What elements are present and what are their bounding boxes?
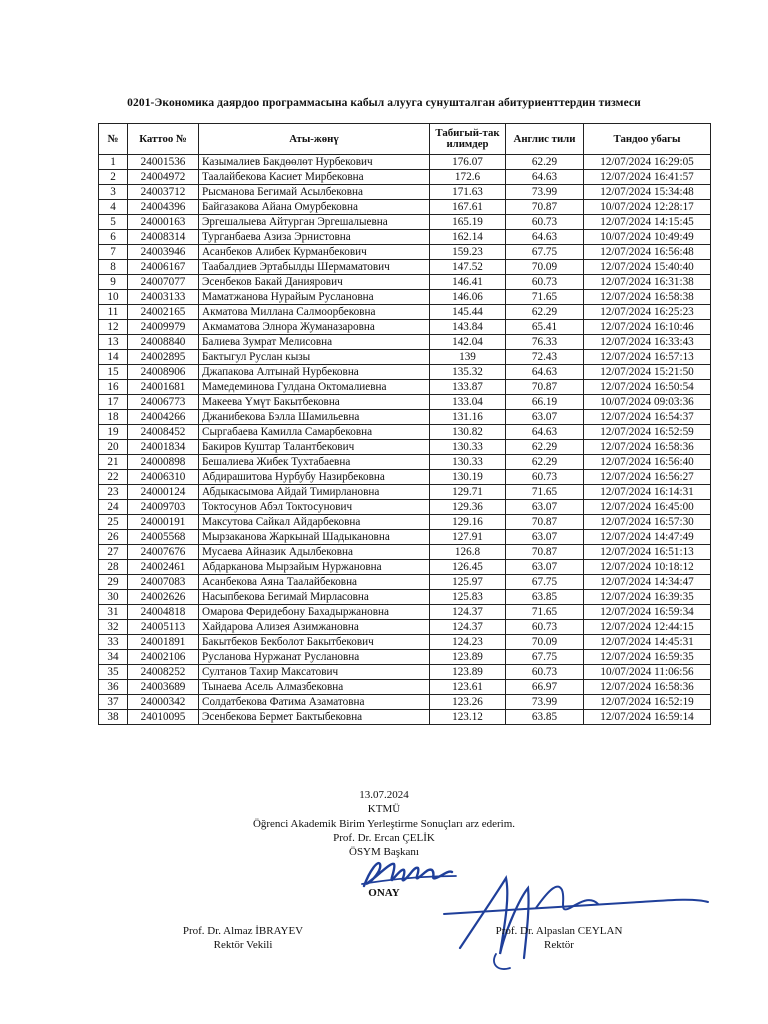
table-row [99,665,711,680]
approve-label: ONAY [368,887,400,899]
cell-number: 13 [99,335,128,350]
cell-english-score: 60.73 [506,470,584,485]
cell-science-score: 126.8 [430,545,506,560]
cell-science-score: 143.84 [430,320,506,335]
cell-full-name: Эсенбекова Бермет Бактыбековна [199,710,430,725]
cell-science-score: 130.33 [430,455,506,470]
table-header-row [99,124,711,155]
cell-selection-time: 12/07/2024 16:59:34 [584,605,711,620]
cell-science-score: 129.16 [430,515,506,530]
cell-english-score: 60.73 [506,665,584,680]
cell-full-name: Мырзаканова Жаркынай Шадыкановна [199,530,430,545]
table-row [99,485,711,500]
table-row [99,590,711,605]
cell-full-name: Асанбекова Аяна Таалайбековна [199,575,430,590]
cell-science-score: 146.06 [430,290,506,305]
cell-selection-time: 12/07/2024 12:44:15 [584,620,711,635]
cell-registration-number: 24005568 [128,530,199,545]
document-title: 0201-Экономика даярдоо программасына кабыл алууга сунушталган абитуриенттердин тизмеси [127,97,641,109]
cell-full-name: Макеева Үмүт Бакытбековна [199,395,430,410]
cell-english-score: 67.75 [506,245,584,260]
cell-science-score: 171.63 [430,185,506,200]
table-row [99,605,711,620]
cell-english-score: 73.99 [506,695,584,710]
cell-registration-number: 24001891 [128,635,199,650]
cell-english-score: 63.85 [506,710,584,725]
cell-english-score: 71.65 [506,485,584,500]
cell-full-name: Эсенбеков Бакай Даниярович [199,275,430,290]
table-row [99,545,711,560]
cell-selection-time: 12/07/2024 16:39:35 [584,590,711,605]
cell-selection-time: 12/07/2024 14:45:31 [584,635,711,650]
cell-english-score: 60.73 [506,215,584,230]
cell-science-score: 145.44 [430,305,506,320]
header-registration-number: Каттоо № [128,124,199,155]
cell-full-name: Эргешалыева Айтурган Эргешалыевна [199,215,430,230]
cell-selection-time: 12/07/2024 16:56:40 [584,455,711,470]
table-row [99,230,711,245]
cell-number: 32 [99,620,128,635]
cell-number: 22 [99,470,128,485]
table-row [99,425,711,440]
cell-selection-time: 12/07/2024 16:52:19 [584,695,711,710]
cell-science-score: 131.16 [430,410,506,425]
cell-selection-time: 12/07/2024 16:59:35 [584,650,711,665]
cell-registration-number: 24006310 [128,470,199,485]
cell-english-score: 63.07 [506,500,584,515]
cell-full-name: Абдыкасымова Айдай Тимирлановна [199,485,430,500]
cell-registration-number: 24000342 [128,695,199,710]
table-row [99,470,711,485]
cell-registration-number: 24004396 [128,200,199,215]
cell-registration-number: 24004818 [128,605,199,620]
cell-full-name: Казымалиев Бакдөөлөт Нурбекович [199,155,430,170]
cell-science-score: 139 [430,350,506,365]
cell-number: 23 [99,485,128,500]
cell-english-score: 64.63 [506,425,584,440]
cell-selection-time: 12/07/2024 14:47:49 [584,530,711,545]
cell-registration-number: 24001536 [128,155,199,170]
cell-selection-time: 10/07/2024 09:03:36 [584,395,711,410]
table-row [99,380,711,395]
cell-english-score: 65.41 [506,320,584,335]
cell-english-score: 63.07 [506,560,584,575]
cell-registration-number: 24007077 [128,275,199,290]
cell-number: 19 [99,425,128,440]
cell-full-name: Султанов Тахир Максатович [199,665,430,680]
cell-number: 33 [99,635,128,650]
cell-full-name: Солдатбекова Фатима Азаматовна [199,695,430,710]
cell-number: 14 [99,350,128,365]
cell-full-name: Мусаева Айназик Адылбековна [199,545,430,560]
cell-selection-time: 12/07/2024 16:50:54 [584,380,711,395]
cell-full-name: Мамедеминова Гулдана Октомалиевна [199,380,430,395]
cell-number: 26 [99,530,128,545]
cell-registration-number: 24002106 [128,650,199,665]
header-english-score: Англис тили [506,124,584,155]
table-row [99,185,711,200]
footer-date: 13.07.2024 [359,789,409,801]
cell-english-score: 60.73 [506,275,584,290]
cell-english-score: 62.29 [506,155,584,170]
cell-full-name: Абдирашитова Нурбубу Назирбековна [199,470,430,485]
cell-english-score: 70.09 [506,635,584,650]
cell-science-score: 159.23 [430,245,506,260]
cell-full-name: Бешалиева Жибек Тухтабаевна [199,455,430,470]
cell-registration-number: 24009703 [128,500,199,515]
cell-full-name: Насыпбекова Бегимай Мирласовна [199,590,430,605]
table-row [99,395,711,410]
cell-number: 5 [99,215,128,230]
cell-number: 6 [99,230,128,245]
cell-selection-time: 12/07/2024 15:40:40 [584,260,711,275]
cell-english-score: 62.29 [506,440,584,455]
cell-registration-number: 24004266 [128,410,199,425]
cell-full-name: Тынаева Асель Алмазбековна [199,680,430,695]
cell-selection-time: 12/07/2024 16:29:05 [584,155,711,170]
table-row [99,680,711,695]
cell-english-score: 71.65 [506,605,584,620]
cell-science-score: 162.14 [430,230,506,245]
table-row [99,635,711,650]
cell-full-name: Бакиров Куштар Талантбекович [199,440,430,455]
cell-english-score: 60.73 [506,620,584,635]
cell-science-score: 123.89 [430,650,506,665]
cell-full-name: Асанбеков Алибек Курманбекович [199,245,430,260]
cell-registration-number: 24002165 [128,305,199,320]
cell-science-score: 125.83 [430,590,506,605]
cell-number: 10 [99,290,128,305]
cell-registration-number: 24003946 [128,245,199,260]
cell-selection-time: 12/07/2024 16:45:00 [584,500,711,515]
cell-science-score: 123.61 [430,680,506,695]
cell-english-score: 70.87 [506,515,584,530]
cell-registration-number: 24003133 [128,290,199,305]
cell-english-score: 70.87 [506,200,584,215]
cell-number: 28 [99,560,128,575]
cell-science-score: 130.19 [430,470,506,485]
cell-number: 25 [99,515,128,530]
cell-science-score: 123.89 [430,665,506,680]
cell-selection-time: 12/07/2024 16:25:23 [584,305,711,320]
cell-registration-number: 24006773 [128,395,199,410]
cell-registration-number: 24006167 [128,260,199,275]
cell-full-name: Русланова Нуржанат Руслановна [199,650,430,665]
table-row [99,440,711,455]
cell-registration-number: 24002895 [128,350,199,365]
cell-selection-time: 12/07/2024 10:18:12 [584,560,711,575]
cell-science-score: 124.37 [430,620,506,635]
cell-number: 38 [99,710,128,725]
footer-signer-name: Prof. Dr. Ercan ÇELİK [333,832,435,844]
left-signatory [168,924,318,952]
left-signatory-name: Prof. Dr. Almaz İBRAYEV [182,925,304,937]
cell-registration-number: 24008314 [128,230,199,245]
table-row [99,260,711,275]
cell-registration-number: 24003712 [128,185,199,200]
cell-english-score: 70.87 [506,545,584,560]
cell-selection-time: 12/07/2024 16:58:36 [584,680,711,695]
cell-selection-time: 12/07/2024 16:58:38 [584,290,711,305]
cell-registration-number: 24008252 [128,665,199,680]
right-signatory [474,924,644,952]
cell-registration-number: 24000124 [128,485,199,500]
cell-science-score: 124.37 [430,605,506,620]
cell-full-name: Бакытбеков Бекболот Бакытбекович [199,635,430,650]
cell-selection-time: 12/07/2024 16:58:36 [584,440,711,455]
cell-full-name: Джанибекова Бэлла Шамильевна [199,410,430,425]
cell-selection-time: 12/07/2024 16:56:48 [584,245,711,260]
cell-full-name: Таабалдиев Эртабылды Шермаматович [199,260,430,275]
table-row [99,710,711,725]
table-row [99,320,711,335]
cell-science-score: 142.04 [430,335,506,350]
cell-number: 29 [99,575,128,590]
cell-number: 9 [99,275,128,290]
cell-registration-number: 24004972 [128,170,199,185]
cell-number: 24 [99,500,128,515]
cell-number: 30 [99,590,128,605]
cell-registration-number: 24000191 [128,515,199,530]
cell-science-score: 126.45 [430,560,506,575]
cell-full-name: Байгазакова Айана Омурбековна [199,200,430,215]
cell-english-score: 62.29 [506,305,584,320]
cell-full-name: Бактыгул Руслан кызы [199,350,430,365]
cell-full-name: Балиева Зумрат Мелисовна [199,335,430,350]
cell-english-score: 64.63 [506,170,584,185]
cell-english-score: 67.75 [506,575,584,590]
cell-number: 8 [99,260,128,275]
table-row [99,575,711,590]
footer-org: KTMÜ [367,803,401,815]
table-row [99,170,711,185]
cell-number: 12 [99,320,128,335]
cell-english-score: 72.43 [506,350,584,365]
cell-number: 37 [99,695,128,710]
cell-science-score: 165.19 [430,215,506,230]
cell-science-score: 129.71 [430,485,506,500]
right-signatory-title: Rektör [544,939,574,951]
table-row [99,695,711,710]
table-row [99,650,711,665]
cell-english-score: 63.07 [506,410,584,425]
cell-selection-time: 12/07/2024 16:57:13 [584,350,711,365]
table-row [99,500,711,515]
cell-registration-number: 24009979 [128,320,199,335]
cell-science-score: 167.61 [430,200,506,215]
header-selection-time: Тандоо убагы [584,124,711,155]
cell-selection-time: 12/07/2024 16:41:57 [584,170,711,185]
header-full-name: Аты-жөнү [199,124,430,155]
table-row [99,455,711,470]
table-row [99,530,711,545]
cell-number: 27 [99,545,128,560]
cell-selection-time: 12/07/2024 16:54:37 [584,410,711,425]
cell-english-score: 63.07 [506,530,584,545]
cell-registration-number: 24008906 [128,365,199,380]
cell-number: 3 [99,185,128,200]
cell-science-score: 125.97 [430,575,506,590]
cell-full-name: Абдарканова Мырзайым Нуржановна [199,560,430,575]
cell-english-score: 70.09 [506,260,584,275]
cell-registration-number: 24007083 [128,575,199,590]
cell-number: 34 [99,650,128,665]
footer-signer-title: ÖSYM Başkanı [349,846,419,858]
cell-english-score: 66.97 [506,680,584,695]
table-row [99,155,711,170]
cell-english-score: 66.19 [506,395,584,410]
cell-full-name: Хайдарова Ализея Азимжановна [199,620,430,635]
cell-number: 31 [99,605,128,620]
table-row [99,560,711,575]
cell-number: 17 [99,395,128,410]
cell-selection-time: 12/07/2024 16:51:13 [584,545,711,560]
table-body [99,155,711,725]
header-number: № [99,124,128,155]
cell-science-score: 123.26 [430,695,506,710]
cell-registration-number: 24003689 [128,680,199,695]
cell-english-score: 73.99 [506,185,584,200]
left-signatory-title: Rektör Vekili [213,939,273,951]
cell-registration-number: 24005113 [128,620,199,635]
cell-selection-time: 10/07/2024 12:28:17 [584,200,711,215]
cell-selection-time: 12/07/2024 16:56:27 [584,470,711,485]
cell-selection-time: 12/07/2024 14:34:47 [584,575,711,590]
table-row [99,275,711,290]
cell-number: 1 [99,155,128,170]
table-row [99,365,711,380]
cell-selection-time: 12/07/2024 16:52:59 [584,425,711,440]
cell-full-name: Турганбаева Азиза Эрнистовна [199,230,430,245]
footer-statement: Öğrenci Akademik Birim Yerleştirme Sonuçları arz ederim. [252,818,516,830]
cell-registration-number: 24008452 [128,425,199,440]
table-row [99,335,711,350]
cell-registration-number: 24007676 [128,545,199,560]
cell-number: 18 [99,410,128,425]
cell-registration-number: 24000163 [128,215,199,230]
cell-full-name: Акмаматова Элнора Жуманазаровна [199,320,430,335]
cell-registration-number: 24008840 [128,335,199,350]
cell-full-name: Токтосунов Абэл Токтосунович [199,500,430,515]
cell-selection-time: 12/07/2024 15:21:50 [584,365,711,380]
cell-selection-time: 10/07/2024 10:49:49 [584,230,711,245]
cell-full-name: Таалайбекова Касиет Мирбековна [199,170,430,185]
cell-science-score: 135.32 [430,365,506,380]
cell-selection-time: 12/07/2024 14:15:45 [584,215,711,230]
cell-science-score: 129.36 [430,500,506,515]
cell-english-score: 67.75 [506,650,584,665]
right-signatory-name: Prof. Dr. Alpaslan CEYLAN [495,925,623,937]
cell-number: 35 [99,665,128,680]
cell-full-name: Маматжанова Нурайым Руслановна [199,290,430,305]
cell-science-score: 146.41 [430,275,506,290]
table-row [99,290,711,305]
cell-science-score: 123.12 [430,710,506,725]
applicants-table [98,123,711,725]
cell-registration-number: 24002461 [128,560,199,575]
cell-science-score: 172.6 [430,170,506,185]
table-row [99,350,711,365]
cell-registration-number: 24002626 [128,590,199,605]
cell-english-score: 64.63 [506,365,584,380]
cell-selection-time: 12/07/2024 16:14:31 [584,485,711,500]
cell-english-score: 76.33 [506,335,584,350]
table-row [99,410,711,425]
cell-full-name: Омарова Феридебону Бахадыржановна [199,605,430,620]
table-row [99,200,711,215]
cell-science-score: 130.82 [430,425,506,440]
cell-science-score: 176.07 [430,155,506,170]
cell-registration-number: 24000898 [128,455,199,470]
cell-selection-time: 12/07/2024 16:33:43 [584,335,711,350]
cell-selection-time: 10/07/2024 11:06:56 [584,665,711,680]
cell-science-score: 133.04 [430,395,506,410]
cell-science-score: 124.23 [430,635,506,650]
cell-registration-number: 24010095 [128,710,199,725]
cell-english-score: 70.87 [506,380,584,395]
cell-number: 15 [99,365,128,380]
cell-registration-number: 24001834 [128,440,199,455]
table-row [99,215,711,230]
cell-english-score: 71.65 [506,290,584,305]
table-row [99,515,711,530]
cell-number: 7 [99,245,128,260]
cell-selection-time: 12/07/2024 15:34:48 [584,185,711,200]
cell-number: 4 [99,200,128,215]
rector-signature-icon [440,868,710,978]
cell-science-score: 130.33 [430,440,506,455]
table-row [99,305,711,320]
cell-full-name: Акматова Миллана Салмоорбековна [199,305,430,320]
cell-selection-time: 12/07/2024 16:57:30 [584,515,711,530]
cell-full-name: Сыргабаева Камилла Самарбековна [199,425,430,440]
cell-number: 16 [99,380,128,395]
header-science-score: Табигый-так илимдер [430,124,506,155]
cell-english-score: 64.63 [506,230,584,245]
cell-registration-number: 24001681 [128,380,199,395]
cell-english-score: 62.29 [506,455,584,470]
cell-full-name: Рысманова Бегимай Асылбековна [199,185,430,200]
cell-full-name: Максутова Сайкал Айдарбековна [199,515,430,530]
cell-science-score: 133.87 [430,380,506,395]
cell-science-score: 127.91 [430,530,506,545]
cell-science-score: 147.52 [430,260,506,275]
cell-selection-time: 12/07/2024 16:59:14 [584,710,711,725]
cell-selection-time: 12/07/2024 16:10:46 [584,320,711,335]
cell-number: 20 [99,440,128,455]
cell-number: 2 [99,170,128,185]
cell-full-name: Джапакова Алтынай Нурбековна [199,365,430,380]
cell-number: 21 [99,455,128,470]
cell-number: 11 [99,305,128,320]
cell-english-score: 63.85 [506,590,584,605]
table-row [99,620,711,635]
cell-number: 36 [99,680,128,695]
table-row [99,245,711,260]
cell-selection-time: 12/07/2024 16:31:38 [584,275,711,290]
